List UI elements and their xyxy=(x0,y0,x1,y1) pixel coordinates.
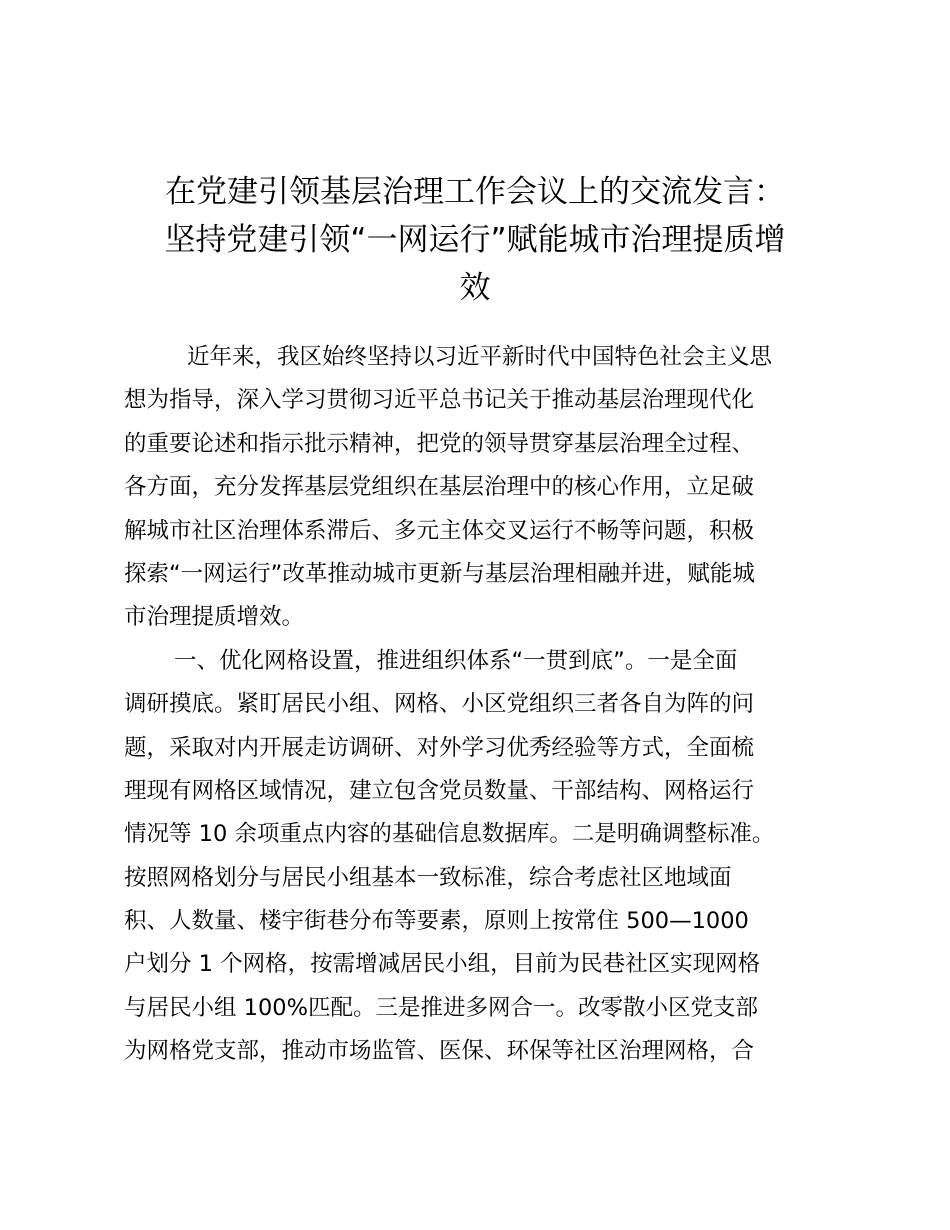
document-title xyxy=(120,168,830,312)
paragraph-2-line-2: 调研摸底。紧盯居民小组、网格、小区党组织三者各自为阵的问 xyxy=(124,691,755,718)
paragraph-2-line-8: 户划分 1 个网格，按需增减居民小组，目前为民巷社区实现网格 xyxy=(124,951,761,978)
paragraph-2-line-9: 与居民小组 100%匹配。三是推进多网合一。改零散小区党支部 xyxy=(124,994,758,1021)
paragraph-1-line-5: 解城市社区治理体系滞后、多元主体交叉运行不畅等问题，积极 xyxy=(124,517,755,544)
paragraph-2-line-5: 情况等 10 余项重点内容的基础信息数据库。二是明确调整标准。 xyxy=(124,821,775,848)
paragraph-1-line-1: 近年来，我区始终坚持以习近平新时代中国特色社会主义思 xyxy=(187,344,773,370)
document-body xyxy=(124,336,838,1074)
title-line-2: 坚持党建引领“一网运行”赋能城市治理提质增 xyxy=(164,222,786,258)
paragraph-2-line-7: 积、人数量、楼宇街巷分布等要素，原则上按常住 500—1000 xyxy=(124,908,749,935)
paragraph-2-line-3: 题，采取对内开展走访调研、对外学习优秀经验等方式，全面梳 xyxy=(124,734,755,761)
paragraph-2-line-10: 为网格党支部，推动市场监管、医保、环保等社区治理网格，合 xyxy=(124,1038,755,1065)
title-line-3: 效 xyxy=(459,270,491,306)
paragraph-2-line-4: 理现有网格区域情况，建立包含党员数量、干部结构、网格运行 xyxy=(124,777,755,804)
title-line-1: 在党建引领基层治理工作会议上的交流发言： xyxy=(165,174,785,210)
paragraph-2-line-1: 一、优化网格设置，推进组织体系“一贯到底”。一是全面 xyxy=(174,647,738,674)
paragraph-1-line-3: 的重要论述和指示批示精神，把党的领导贯穿基层治理全过程、 xyxy=(124,430,755,457)
paragraph-1-line-2: 想为指导，深入学习贯彻习近平总书记关于推动基层治理现代化 xyxy=(124,387,755,414)
paragraph-1-line-4: 各方面，充分发挥基层党组织在基层治理中的核心作用，立足破 xyxy=(124,474,755,501)
paragraph-1-line-6: 探索“一网运行”改革推动城市更新与基层治理相融并进，赋能城 xyxy=(124,560,755,587)
paragraph-2-line-6: 按照网格划分与居民小组基本一致标准，综合考虑社区地域面 xyxy=(124,864,732,891)
paragraph-1-line-7: 市治理提质增效。 xyxy=(124,604,305,631)
